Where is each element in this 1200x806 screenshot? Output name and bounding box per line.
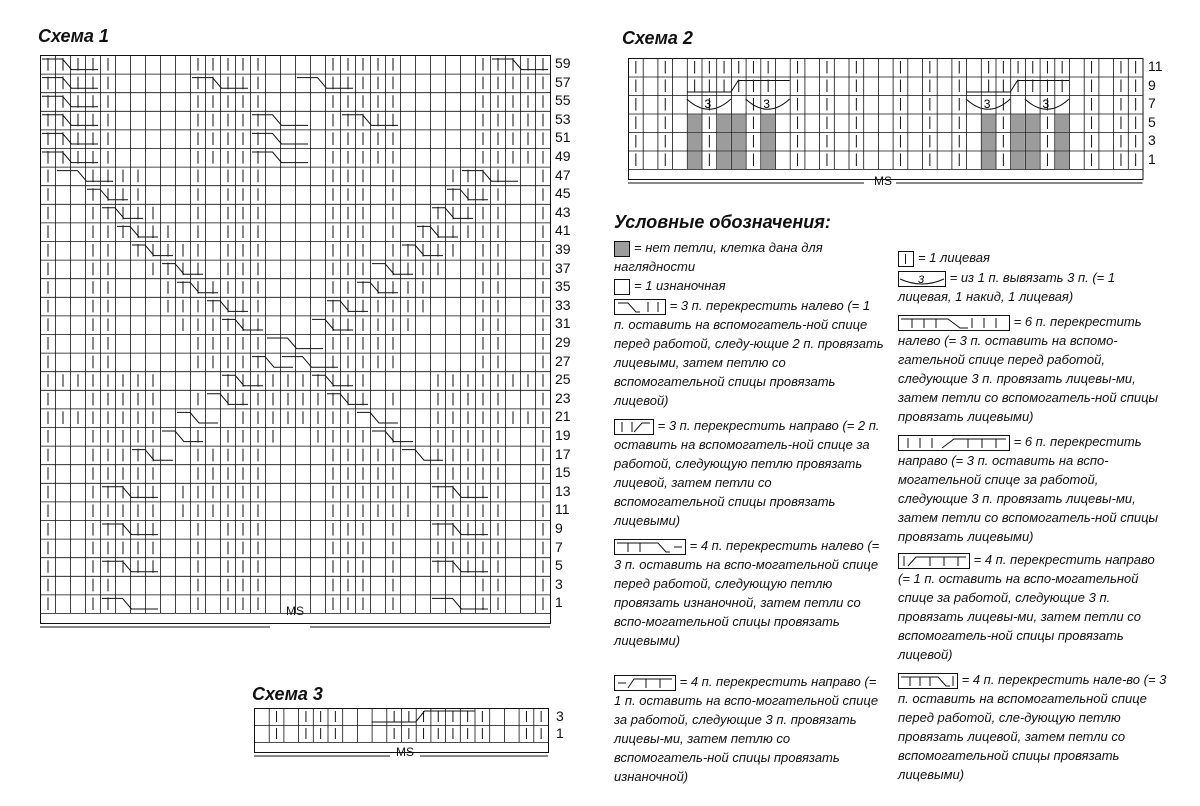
row-number: 35 [555, 278, 571, 295]
legend-item-cross6-left: = 6 п. перекрестить налево (= 3 п. оставить на вспомо-гательной спице перед работой, следующие 3 п. провязать лицевы-ми, затем петли со вспомогатель-ной спицы провязать лицевыми) [898, 314, 1159, 424]
cable-cross [42, 96, 98, 107]
scheme1-grid [40, 55, 560, 625]
legend-item-gray: = нет петли, клетка дана для наглядности [614, 240, 823, 274]
cable-cross [102, 524, 158, 535]
no-stitch-cell [761, 152, 775, 170]
row-number: 17 [555, 445, 571, 462]
no-stitch-icon [614, 241, 630, 257]
cable-cross [402, 450, 443, 461]
increase-label: 3 [763, 97, 770, 111]
row-number: 11 [1148, 58, 1163, 74]
no-stitch-cell [1055, 152, 1069, 170]
cable-cross [252, 115, 308, 126]
row-number: 31 [555, 315, 571, 332]
no-stitch-cell [1055, 133, 1069, 151]
row-number: 53 [555, 110, 571, 127]
cable-cross [177, 412, 218, 423]
row-number: 3 [1148, 132, 1156, 148]
no-stitch-cell [1011, 115, 1025, 133]
scheme3-title: Схема 3 [252, 684, 323, 704]
no-stitch-cell [717, 152, 731, 170]
row-number: 27 [555, 352, 571, 369]
increase-label: 3 [1042, 97, 1050, 111]
cable-cross [267, 338, 323, 349]
row-number: 23 [555, 389, 571, 406]
row-number: 43 [555, 203, 571, 220]
legend-item-cross6-right: = 6 п. перекрестить направо (= 3 п. оставить на вспо-могательной спице за работой, следующие 3 п. провязать лицевы-ми, затем петли со вспомогатель-ной спицы провязать лицевыми) [898, 434, 1159, 544]
no-stitch-cell [1055, 115, 1069, 133]
row-number: 15 [555, 464, 571, 481]
row-number: 3 [556, 708, 564, 724]
row-number: 11 [555, 501, 570, 518]
knit-icon [898, 251, 914, 267]
cable-cross [252, 133, 308, 144]
no-stitch-cell [761, 115, 775, 133]
legend-title: Условные обозначения: [614, 212, 831, 232]
row-number: 21 [555, 408, 571, 425]
row-number: 59 [555, 55, 571, 71]
legend-item-knit: = 1 лицевая [898, 248, 1168, 267]
cross3-right-icon [614, 419, 654, 435]
scheme2-ms-label: MS [874, 174, 892, 188]
row-number: 5 [555, 557, 563, 574]
no-stitch-cell [982, 115, 996, 133]
row-number: 39 [555, 241, 571, 257]
row-number: 19 [555, 427, 571, 443]
cable-cross [192, 78, 248, 89]
row-number: 55 [555, 92, 571, 109]
cable-cross [252, 152, 308, 163]
no-stitch-cell [732, 133, 746, 151]
row-number: 1 [556, 725, 564, 741]
row-number: 57 [555, 73, 571, 90]
legend-item-cross4-right: = 4 п. перекрестить направо (= 1 п. оставить на вспо-могательной спице за работой, следующие 3 п. провязать лицевы-ми, затем петли со вспомогатель-ной спицы провязать лицевой) [898, 552, 1155, 662]
cable-cross [102, 598, 158, 609]
cable-cross [492, 59, 548, 70]
cross4-right-icon [898, 553, 970, 569]
row-number: 9 [1148, 76, 1156, 93]
row-number: 1 [1148, 150, 1156, 167]
cable-cross [42, 133, 98, 144]
no-stitch-cell [732, 152, 746, 170]
cross6-left-icon [898, 315, 1010, 331]
no-stitch-cell [717, 115, 731, 133]
cable-cross [462, 171, 518, 182]
row-number: 45 [555, 185, 571, 202]
cable-cross [282, 357, 338, 368]
scheme3-grid [254, 708, 554, 768]
no-stitch-cell [1026, 152, 1040, 170]
cable-cross [42, 152, 98, 163]
cable-cross [432, 487, 488, 498]
increase-label: 3 [704, 97, 712, 111]
cable-cross [342, 115, 398, 126]
cable-cross [432, 561, 488, 572]
row-number: 41 [555, 222, 571, 239]
legend-item-purl: = 1 изнаночная [614, 276, 884, 295]
row-number: 33 [555, 296, 571, 313]
row-number: 9 [555, 520, 563, 536]
cable-cross [102, 487, 158, 498]
no-stitch-cell [688, 115, 702, 133]
no-stitch-cell [688, 152, 702, 170]
row-number: 5 [1148, 113, 1156, 130]
cable-cross [432, 598, 488, 609]
cable-cross [42, 59, 98, 70]
no-stitch-cell [1026, 133, 1040, 151]
cable-cross [42, 78, 98, 89]
cable-cross [357, 412, 398, 423]
cross4-right-purl-icon [614, 675, 676, 691]
legend-item-cross4-left-purl: = 4 п. перекрестить налево (= 3 п. оставить на вспо-могательной спице перед работой, следующую петлю провязать изнаночной, затем петли со вспо-могательной спицы провязать лицевыми) [614, 538, 880, 648]
no-stitch-cell [688, 133, 702, 151]
scheme3-ms-label: MS [396, 745, 414, 759]
legend-item-cross3-left: = 3 п. перекрестить налево (= 1 п. оставить на вспомогатель-ной спице перед работой, следу-ющие 2 п. провязать лицевыми, затем петлю со вспомогательной спицы провязать лицевой) [614, 298, 884, 408]
purl-icon [614, 279, 630, 295]
row-number: 13 [555, 482, 571, 499]
no-stitch-cell [982, 133, 996, 151]
cable-cross [42, 115, 98, 126]
no-stitch-cell [732, 115, 746, 133]
cross4-left-purl-icon [614, 539, 686, 555]
row-number: 1 [555, 594, 563, 611]
row-number: 37 [555, 259, 571, 276]
cross4-left-icon [898, 673, 958, 689]
scheme1-ms-label: MS [286, 604, 304, 618]
cable-cross [102, 561, 158, 572]
no-stitch-cell [761, 133, 775, 151]
cross6-right-icon [898, 435, 1010, 451]
cross3-left-icon [614, 299, 666, 315]
increase-label: 3 [983, 97, 991, 111]
no-stitch-cell [982, 152, 996, 170]
row-number: 47 [555, 166, 571, 183]
row-number: 7 [555, 538, 563, 555]
scheme2-grid [628, 58, 1148, 188]
legend-item-inc3: 3 = из 1 п. вывязать 3 п. (= 1 лицевая, 1 накид, 1 лицевая) [898, 270, 1116, 304]
row-number: 49 [555, 148, 571, 164]
row-number: 25 [555, 371, 571, 388]
row-number: 7 [1148, 95, 1156, 111]
cable-cross [57, 171, 113, 182]
row-number: 51 [555, 129, 571, 146]
no-stitch-cell [1011, 152, 1025, 170]
increase-3-icon [898, 271, 946, 287]
cable-cross [297, 78, 353, 89]
svg-text:3: 3 [918, 273, 925, 286]
legend-item-cross3-right: = 3 п. перекрестить направо (= 2 п. оставить на вспомогатель-ной спице за работой, следующую петлю провязать лицевой, затем петли со вспомогательной спицы провязать лицевыми) [614, 418, 880, 528]
no-stitch-cell [1011, 133, 1025, 151]
scheme1-title: Схема 1 [38, 26, 109, 46]
legend-item-cross4-right-purl: = 4 п. перекрестить направо (= 1 п. оставить на вспо-могательной спице за работой, следующие 3 п. провязать лицевы-ми, затем петлю со вспомогатель-ной спицы провязать изнаночной) [614, 674, 879, 784]
no-stitch-cell [1026, 115, 1040, 133]
row-number: 29 [555, 334, 571, 350]
no-stitch-cell [717, 133, 731, 151]
row-number: 3 [555, 575, 563, 592]
scheme2-title: Схема 2 [622, 28, 693, 48]
cable-cross [162, 431, 203, 442]
cable-cross [432, 524, 488, 535]
legend-item-cross4-left: = 4 п. перекрестить нале-во (= 3 п. оставить на вспомогательной спице перед работой, сле-дующую петлю провязать лицевой, затем петли со вспомогательной спицы провязать лицевыми) [898, 672, 1167, 782]
